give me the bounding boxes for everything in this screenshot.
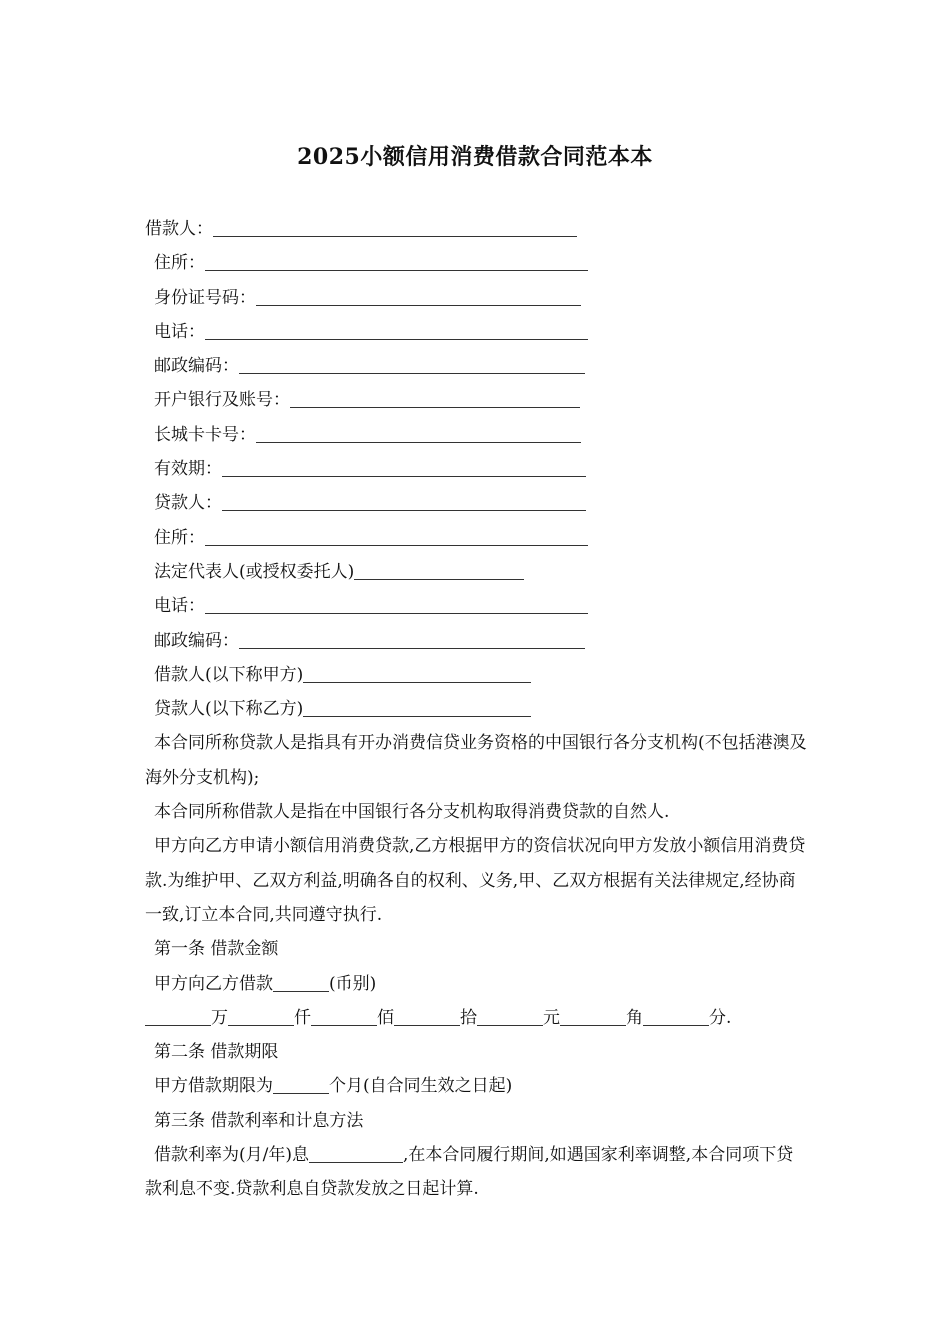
field-label: 电话： — [154, 321, 205, 342]
amount-blank[interactable] — [273, 971, 329, 992]
unit-wan: 万 — [211, 1007, 228, 1028]
field-blank[interactable] — [354, 559, 524, 580]
field-blank[interactable] — [239, 628, 585, 649]
field-lender-phone — [145, 589, 810, 623]
amount-blank[interactable] — [643, 1005, 709, 1026]
article-1-text-b: (币别) — [329, 973, 377, 994]
unit-shi: 拾 — [460, 1007, 477, 1028]
field-blank[interactable] — [205, 250, 588, 271]
field-label: 法定代表人(或授权委托人) — [154, 561, 355, 582]
paragraph-borrower-definition: 本合同所称借款人是指在中国银行各分支机构取得消费贷款的自然人. — [154, 802, 670, 823]
unit-qian: 仟 — [294, 1007, 311, 1028]
field-label: 借款人： — [145, 219, 213, 239]
field-label: 借款人(以下称甲方) — [154, 664, 304, 685]
field-label: 开户银行及账号： — [154, 390, 290, 411]
document-title: 2025小额信用消费借款合同范本本 — [297, 144, 653, 170]
field-bank-account — [145, 383, 810, 417]
field-legal-representative — [145, 555, 810, 589]
field-blank[interactable] — [239, 353, 585, 374]
field-lender-address — [145, 521, 810, 555]
article-3-paragraph — [145, 1138, 810, 1207]
amount-units-line — [145, 1001, 810, 1035]
field-lender — [145, 486, 810, 520]
article-1-line — [145, 967, 810, 1001]
field-blank[interactable] — [256, 422, 581, 443]
article-2-line — [145, 1069, 810, 1103]
field-blank[interactable] — [205, 593, 588, 614]
unit-yuan: 元 — [543, 1007, 560, 1028]
amount-blank[interactable] — [228, 1005, 294, 1026]
field-party-a — [145, 658, 810, 692]
field-borrower-phone — [145, 315, 810, 349]
amount-blank[interactable] — [145, 1005, 211, 1026]
field-label: 身份证号码： — [154, 287, 256, 308]
article-1-heading: 第一条 借款金额 — [154, 939, 279, 960]
amount-blank[interactable] — [560, 1005, 626, 1026]
field-label: 长城卡卡号： — [154, 424, 256, 445]
field-card-number — [145, 418, 810, 452]
field-lender-postcode — [145, 624, 810, 658]
article-2-text-a: 甲方借款期限为 — [154, 1076, 273, 1097]
field-label: 住所： — [154, 253, 205, 274]
amount-blank[interactable] — [394, 1005, 460, 1026]
field-party-b — [145, 692, 810, 726]
term-blank[interactable] — [273, 1073, 329, 1094]
field-label: 电话： — [154, 596, 205, 617]
field-borrower-postcode — [145, 349, 810, 383]
article-1-text-a: 甲方向乙方借款 — [154, 973, 273, 994]
field-label: 邮政编码： — [154, 630, 239, 651]
field-label: 邮政编码： — [154, 356, 239, 377]
article-2-heading: 第二条 借款期限 — [154, 1042, 279, 1063]
field-blank[interactable] — [205, 319, 588, 340]
field-id-number — [145, 281, 810, 315]
field-blank[interactable] — [303, 662, 531, 683]
article-3-text-b: ,在本合同履行期间,如遇国家利率调整,本合同项下贷款利息不变.贷款利息自贷款发放之日起计算. — [145, 1145, 794, 1200]
field-blank[interactable] — [290, 387, 580, 408]
field-blank[interactable] — [256, 285, 581, 306]
paragraph-lender-definition: 本合同所称贷款人是指具有开办消费信贷业务资格的中国银行各分支机构(不包括港澳及海外分支机构); — [145, 733, 807, 788]
field-blank[interactable] — [303, 696, 531, 717]
rate-blank[interactable] — [309, 1142, 403, 1163]
article-2-text-b: 个月(自合同生效之日起) — [329, 1076, 513, 1097]
article-3-text-a: 借款利率为(月/年)息 — [154, 1145, 309, 1166]
contract-body — [145, 212, 810, 1207]
field-borrower — [145, 212, 810, 246]
field-borrower-address — [145, 246, 810, 280]
unit-bai: 佰 — [377, 1007, 394, 1028]
field-blank[interactable] — [222, 490, 586, 511]
field-label: 贷款人(以下称乙方) — [154, 699, 304, 720]
unit-fen: 分. — [709, 1007, 732, 1028]
field-blank[interactable] — [205, 525, 588, 546]
paragraph-purpose: 甲方向乙方申请小额信用消费贷款,乙方根据甲方的资信状况向甲方发放小额信用消费贷款.为维护甲、乙双方利益,明确各自的权利、义务,甲、乙双方根据有关法律规定,经协商一致,订立本合同,共同遵守执行. — [145, 836, 806, 925]
field-label: 有效期： — [154, 459, 222, 480]
article-3-heading: 第三条 借款利率和计息方法 — [154, 1110, 364, 1131]
field-label: 贷款人： — [154, 493, 222, 514]
amount-blank[interactable] — [311, 1005, 377, 1026]
field-blank[interactable] — [222, 456, 586, 477]
unit-jiao: 角 — [626, 1007, 643, 1028]
field-label: 住所： — [154, 527, 205, 548]
field-blank[interactable] — [213, 216, 577, 237]
field-validity — [145, 452, 810, 486]
amount-blank[interactable] — [477, 1005, 543, 1026]
